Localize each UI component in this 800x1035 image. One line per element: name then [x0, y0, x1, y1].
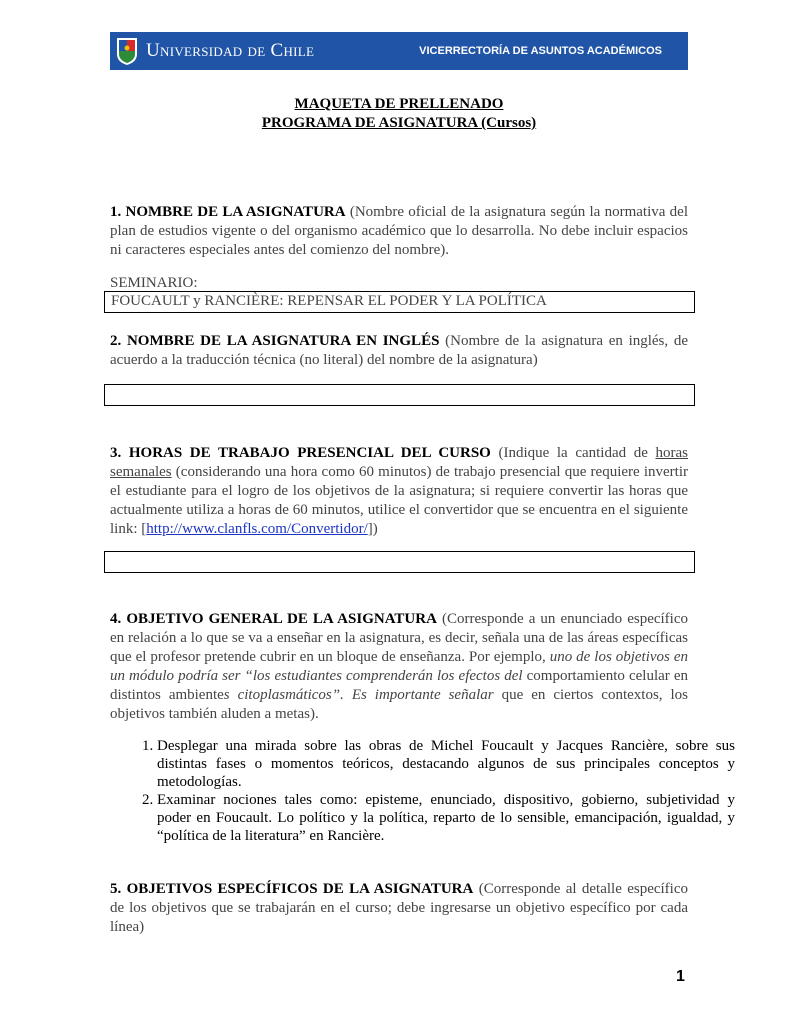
section-2-description: (Nombre de la asignatura en inglés, de acuerdo a la traducción técnica (no literal) del nombre de la asignatura)	[110, 333, 689, 368]
converter-link[interactable]: http://www.clanfls.com/Convertidor/	[146, 521, 368, 537]
section-2-heading: 2. NOMBRE DE LA ASIGNATURA EN INGLÉS	[110, 333, 440, 349]
document-title-line2: PROGRAMA DE ASIGNATURA (Cursos)	[261, 115, 537, 131]
section-4-desc-c: que en ciertos contextos, los objetivos también aluden a metas).	[110, 687, 689, 722]
section-4-desc-a: (Corresponde a un enunciado específico en relación a lo que se va a enseñar en la asignatura, es decir, señala una de las áreas específicas que el profesor pretende cubrir en un bloque de enseñanza. Por ejemplo,	[110, 611, 688, 665]
document-title-line1: MAQUETA DE PRELLENADO	[294, 96, 504, 112]
section-3-desc-b: (considerando una hora como 60 minutos) de trabajo presencial que requiere invertir el estudiante para el logro de los objetivos de la asignatura; si requiere convertir las horas que actualmente utiliza a horas de 60 minutos, utilice el convertidor que se encuentra en el siguiente link: [	[110, 464, 688, 537]
page-number: 1	[676, 968, 685, 985]
contact-hours-field[interactable]	[104, 551, 695, 573]
section-3	[110, 444, 688, 539]
university-crest-icon	[116, 36, 138, 66]
english-name-field[interactable]	[104, 384, 695, 406]
objective-item: 1. Desplegar una mirada sobre las obras de Michel Foucault y Jacques Rancière, sobre sus distintas fases o momentos teóricos, destacando algunos de sus principales conceptos y metodologías.	[157, 737, 735, 791]
section-4-heading: 4. OBJETIVO GENERAL DE LA ASIGNATURA	[110, 611, 437, 627]
section-4-example-italic-2: s citoplasmáticos”. Es importante señalar	[223, 687, 494, 703]
section-1-description: (Nombre oficial de la asignatura según la normativa del plan de estudios vigente o del organismo académico que lo desarrolla. No debe incluir espacios ni caracteres especiales antes del comienzo del nombre).	[110, 204, 688, 258]
objective-item: 2. Examinar nociones tales como: episteme, enunciado, dispositivo, gobierno, subjetividad y poder en Foucault. Lo político y la política, reparto de lo sensible, emancipación, igualdad, y “política de la literatura” en Rancière.	[157, 791, 735, 845]
section-1-heading: 1. NOMBRE DE LA ASIGNATURA	[110, 204, 346, 220]
section-4-example-italic-1: uno de los objetivos en un módulo podría ser “los estudiantes comprenderán los efectos del	[110, 649, 688, 684]
university-name: Universidad de Chile	[146, 40, 315, 61]
section-3-desc-a: (Indique la cantidad de	[490, 445, 656, 461]
general-objectives-list	[110, 737, 735, 845]
section-3-desc-c: ])	[367, 521, 378, 537]
header-banner	[110, 32, 688, 70]
office-name: VICERRECTORÍA DE ASUNTOS ACADÉMICOS	[419, 45, 662, 57]
section-4	[110, 610, 688, 724]
section-5	[110, 880, 688, 937]
section-1	[110, 203, 688, 260]
section-2	[110, 332, 688, 370]
section-5-heading: 5. OBJETIVOS ESPECÍFICOS DE LA ASIGNATURA	[110, 881, 474, 897]
section-4-desc-b: comportamiento celular en distintos ambiente	[110, 668, 688, 703]
weekly-hours-emphasis: horas semanales	[110, 445, 688, 480]
course-name-field[interactable]: FOUCAULT y RANCIÈRE: REPENSAR EL PODER Y LA POLÍTICA	[104, 291, 695, 313]
section-5-description: (Corresponde al detalle específico de los objetivos que se trabajarán en el curso; debe ingresarse un objetivo específico por cada línea)	[110, 881, 689, 935]
section-3-heading: 3. HORAS DE TRABAJO PRESENCIAL DEL CURSO	[110, 445, 491, 461]
section-1-label: SEMINARIO:	[110, 275, 198, 291]
